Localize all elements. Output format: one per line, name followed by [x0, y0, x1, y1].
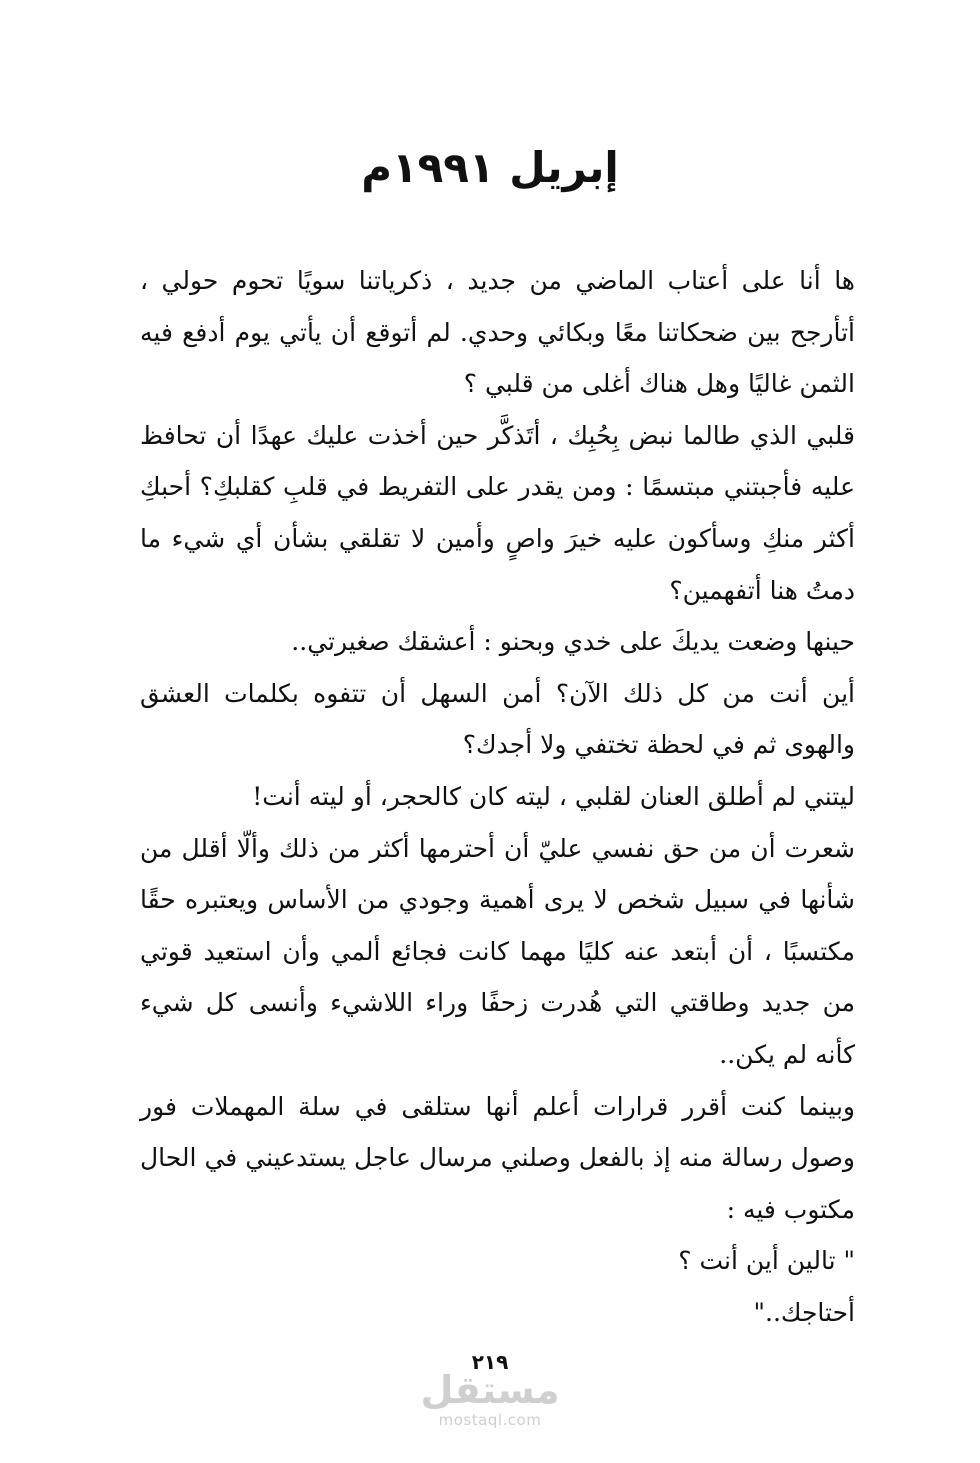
paragraph: " تالين أين أنت ؟	[678, 1246, 855, 1276]
paragraph: ليتني لم أطلق العنان لقلبي ، ليته كان كالحجر، أو ليته أنت!	[252, 781, 855, 811]
chapter-body	[140, 255, 855, 1338]
watermark-latin: mostaql.com	[438, 1411, 542, 1429]
paragraph: قلبي الذي طالما نبض بِحُبِك ، أتَذكَّر حين أخذت عليك عهدًا أن تحافظ عليه فأجبتني مبتسمًا : ومن يقدر على التفريط في قلبِ كقلبكِ؟ أحبكِ أكثر منكِ وسأكون عليه خيرَ واصٍ وأمين لا تقلقي بشأن أي شيء ما دمتُ هنا أتفهمين؟	[140, 420, 855, 605]
paragraph: حينها وضعت يديكَ على خدي وبحنو : أعشقك صغيرتي..	[291, 627, 855, 657]
watermark-logo	[420, 1368, 560, 1428]
paragraph: وبينما كنت أقرر قرارات أعلم أنها ستلقى في سلة المهملات فور وصول رسالة منه إذ بالفعل وصلني مرسال عاجل يستدعيني في الحال مكتوب فيه :	[140, 1091, 855, 1224]
paragraph: شعرت أن من حق نفسي عليّ أن أحترمها أكثر من ذلك وألّا أقلل من شأنها في سبيل شخص لا يرى أهمية وجودي من الأساس ويعتبره حقًا مكتسبًا ، أن أبتعد عنه كليًا مهما كانت فجائع ألمي وأن استعيد قوتي من جديد وطاقتي التي هُدرت زحفًا وراء اللاشيء وأنسى كل شيء كأنه لم يكن..	[140, 833, 855, 1069]
paragraph: أين أنت من كل ذلك الآن؟ أمن السهل أن تتفوه بكلمات العشق والهوى ثم في لحظة تختفي ولا أجدك؟	[140, 678, 855, 760]
paragraph: ها أنا على أعتاب الماضي من جديد ، ذكرياتنا سويًا تحوم حولي ، أتأرجح بين ضحكاتنا معًا وبكائي وحدي. لم أتوقع أن يأتي يوم أدفع فيه الثمن غاليًا وهل هناك أغلى من قلبي ؟	[140, 266, 855, 399]
paragraph: أحتاجك.."	[753, 1297, 855, 1327]
watermark-arabic: مستقل	[420, 1368, 560, 1412]
chapter-title: إبريل ١٩٩١م	[361, 143, 619, 192]
page-number: ٢١٩	[471, 1350, 509, 1374]
